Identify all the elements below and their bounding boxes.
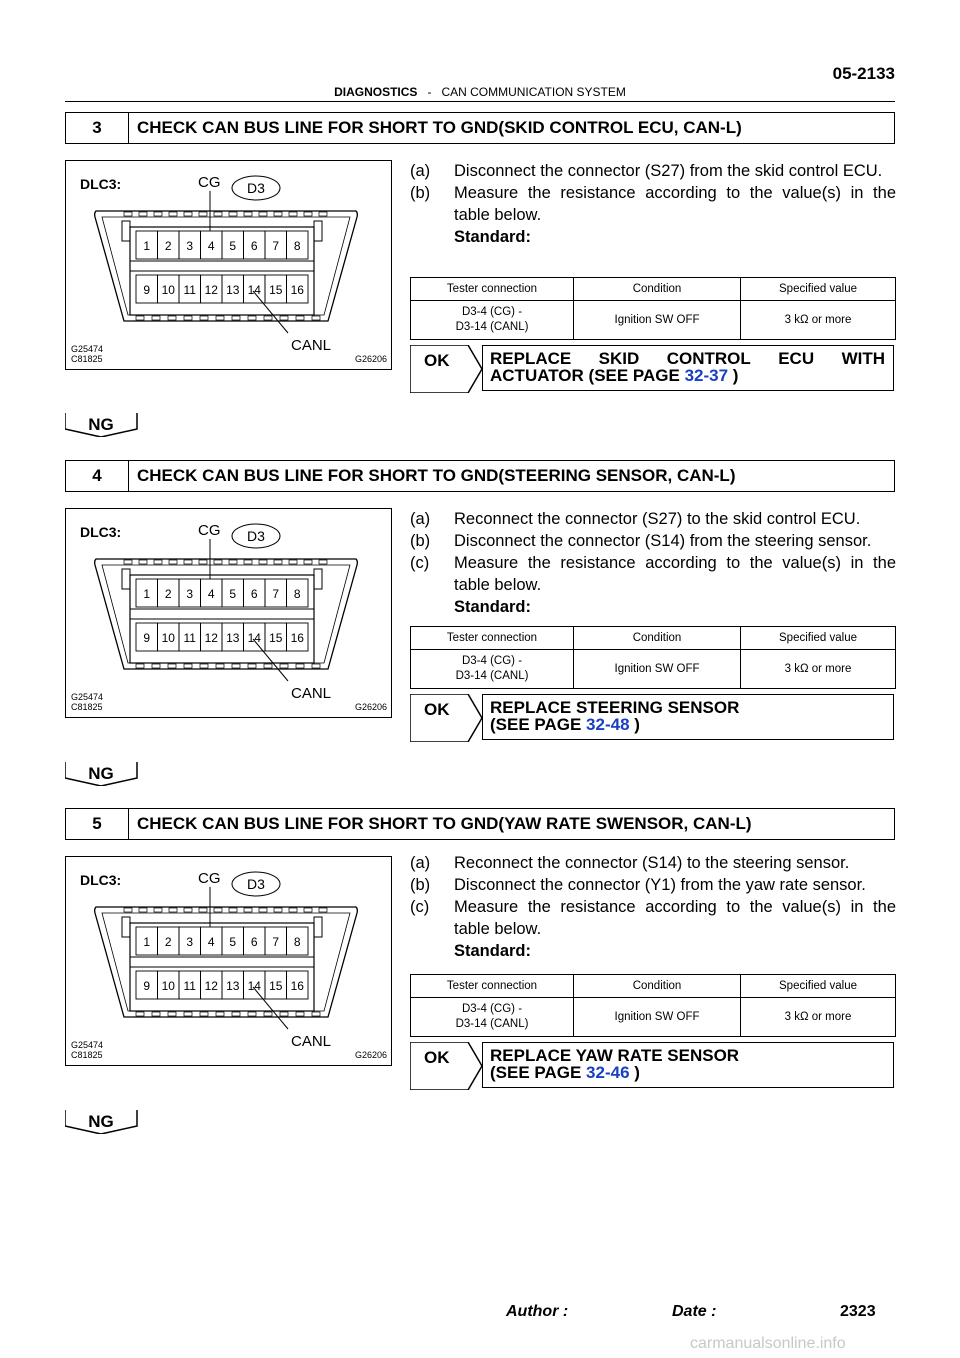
connector-rib	[232, 664, 240, 668]
connector-rib	[200, 664, 208, 668]
connector-rib	[229, 908, 237, 912]
ok-label: OK	[424, 1048, 450, 1067]
pin-label: 15	[269, 979, 283, 993]
figure-code: G26206	[354, 1050, 387, 1060]
connector-rib	[216, 1012, 224, 1016]
instruction-label: (b)	[410, 184, 431, 202]
connector-rib	[168, 316, 176, 320]
dlc3-connector-figure	[65, 508, 392, 718]
spec-table	[410, 277, 896, 340]
cell-condition: Ignition SW OFF	[574, 650, 741, 689]
pin-label: 1	[143, 935, 151, 949]
col-header-tester: Tester connection	[411, 627, 574, 650]
connector-rib	[264, 316, 272, 320]
connector-rib	[304, 560, 312, 564]
ok-result-step-5	[410, 1042, 896, 1090]
connector-rib	[244, 212, 252, 216]
pin-label: 2	[164, 239, 172, 253]
connector-rib	[152, 1012, 160, 1016]
connector-rib	[184, 1012, 192, 1016]
step-4-header	[65, 460, 895, 492]
step-3-instructions	[410, 160, 896, 248]
pin-label: 13	[226, 979, 240, 993]
col-header-tester: Tester connection	[411, 278, 574, 301]
dlc3-diagram	[66, 857, 391, 1065]
connector-rib	[229, 212, 237, 216]
pin-block-divider	[130, 609, 314, 619]
instruction-text: Disconnect the connector (Y1) from the yaw rate sensor.	[454, 876, 866, 894]
pin-label: 8	[293, 239, 301, 253]
ok-action-box: REPLACE SKID CONTROL ECU WITH ACTUATOR (SEE PAGE 32-37 )	[482, 345, 894, 391]
step-title: CHECK CAN BUS LINE FOR SHORT TO GND(YAW RATE SWENSOR, CAN-L)	[137, 814, 752, 833]
header-rule	[65, 101, 895, 102]
connector-rib	[200, 316, 208, 320]
step-5-instructions	[410, 852, 896, 962]
figure-code: C81825	[71, 354, 103, 364]
connector-rib	[312, 316, 320, 320]
connector-rib	[248, 1012, 256, 1016]
connector-rib	[184, 212, 192, 216]
connector-latch-right	[314, 569, 322, 589]
col-header-condition: Condition	[574, 627, 741, 650]
connector-rib	[274, 908, 282, 912]
connector-inner-outline	[102, 565, 350, 663]
figure-code: C81825	[71, 1050, 103, 1060]
connector-latch-right	[314, 917, 322, 937]
dlc3-diagram	[66, 509, 391, 717]
pin-label: 4	[207, 935, 215, 949]
instruction-text: Reconnect the connector (S14) to the steering sensor.	[454, 854, 850, 872]
connector-rib	[169, 560, 177, 564]
date-label: Date :	[672, 1303, 717, 1320]
figure-code: G26206	[354, 354, 387, 364]
instruction-label: (a)	[410, 510, 431, 528]
connector-rib	[296, 664, 304, 668]
connector-rib	[304, 908, 312, 912]
col-header-tester: Tester connection	[411, 975, 574, 998]
header-subsection: CAN COMMUNICATION SYSTEM	[441, 85, 626, 99]
instruction-item	[410, 874, 896, 896]
cell-tester: D3-4 (CG) - D3-14 (CANL)	[411, 998, 574, 1037]
pin-label: 6	[250, 587, 258, 601]
connector-rib	[274, 560, 282, 564]
author-label: Author :	[506, 1303, 569, 1320]
connector-rib	[136, 316, 144, 320]
connector-rib	[312, 664, 320, 668]
cell-value: 3 kΩ or more	[741, 998, 896, 1037]
figure-code: G25474	[71, 344, 104, 354]
header-section: DIAGNOSTICS	[334, 85, 418, 99]
pin-label: 15	[269, 283, 283, 297]
pin-label: 11	[183, 283, 196, 297]
step-5-header	[65, 808, 895, 840]
instruction-text: Measure the resistance according to the value(s) in the table below.	[454, 554, 896, 594]
connector-rib	[154, 560, 162, 564]
pin-label: 9	[143, 631, 151, 645]
connector-rib	[152, 316, 160, 320]
instruction-item	[410, 852, 896, 874]
header-separator: -	[427, 85, 432, 99]
instruction-text: Measure the resistance according to the value(s) in the table below.	[454, 184, 896, 224]
ng-label: NG	[88, 764, 114, 783]
watermark: carmanualsonline.info	[690, 1335, 846, 1352]
connector-rib	[274, 212, 282, 216]
col-header-condition: Condition	[574, 975, 741, 998]
connector-rib	[168, 664, 176, 668]
pin-label: 2	[164, 587, 172, 601]
standard-label: Standard:	[454, 598, 532, 616]
connector-rib	[199, 212, 207, 216]
connector-rib	[124, 908, 132, 912]
pin-label: 13	[226, 283, 240, 297]
connector-rib	[200, 1012, 208, 1016]
connector-rib	[152, 664, 160, 668]
pin-label: 7	[272, 239, 280, 253]
figure-code: G26206	[354, 702, 387, 712]
pin-label: 3	[186, 239, 194, 253]
connector-latch-left	[122, 569, 130, 589]
spec-table	[410, 974, 896, 1037]
footer-page-number: 2323	[840, 1303, 876, 1320]
pin-label: 10	[161, 979, 175, 993]
instruction-label: (b)	[410, 876, 431, 894]
pin-label: 15	[269, 631, 283, 645]
pin-label: 11	[183, 979, 196, 993]
pin-block-divider	[130, 957, 314, 967]
connector-rib	[214, 212, 222, 216]
pin-label: 9	[143, 283, 151, 297]
instruction-label: (a)	[410, 162, 431, 180]
connector-rib	[136, 664, 144, 668]
pin-label: 6	[250, 935, 258, 949]
pin-label: 5	[229, 239, 237, 253]
pin-label: 5	[229, 935, 237, 949]
step-number: 4	[66, 461, 129, 491]
pin-label: 7	[272, 587, 280, 601]
cell-value: 3 kΩ or more	[741, 650, 896, 689]
connector-rib	[232, 316, 240, 320]
connector-rib	[296, 1012, 304, 1016]
connector-rib	[184, 664, 192, 668]
figure-code: G25474	[71, 692, 104, 702]
pin-label: 16	[290, 631, 304, 645]
connector-rib	[214, 908, 222, 912]
connector-rib	[214, 560, 222, 564]
pin-label: 5	[229, 587, 237, 601]
connector-rib	[319, 908, 327, 912]
instruction-item	[410, 896, 896, 940]
dlc3-connector-figure	[65, 856, 392, 1066]
cg-label: CG	[198, 870, 221, 887]
instruction-item	[410, 530, 896, 552]
pin-label: 6	[250, 239, 258, 253]
connector-rib	[319, 560, 327, 564]
pin-label: 3	[186, 587, 194, 601]
instruction-label: (c)	[410, 554, 430, 572]
cg-label: CG	[198, 174, 221, 191]
ng-result-step-5	[65, 1110, 145, 1134]
d3-label: D3	[247, 180, 265, 196]
page-code: 05-2133	[832, 64, 895, 83]
page-link[interactable]: 32-48	[586, 715, 630, 734]
connector-rib	[139, 908, 147, 912]
dlc3-label: DLC3:	[80, 176, 122, 192]
connector-rib	[296, 316, 304, 320]
ok-result-step-3	[410, 345, 896, 393]
canl-leader	[253, 639, 288, 681]
ng-label: NG	[88, 415, 114, 434]
dlc3-label: DLC3:	[80, 872, 122, 888]
step-title: CHECK CAN BUS LINE FOR SHORT TO GND(SKID CONTROL ECU, CAN-L)	[137, 118, 742, 137]
d3-label: D3	[247, 876, 265, 892]
step-4-instructions	[410, 508, 896, 618]
figure-code: G25474	[71, 1040, 104, 1050]
ok-result-step-4	[410, 694, 896, 742]
connector-rib	[184, 316, 192, 320]
col-header-condition: Condition	[574, 278, 741, 301]
connector-rib	[169, 212, 177, 216]
connector-rib	[248, 316, 256, 320]
connector-rib	[229, 560, 237, 564]
col-header-value: Specified value	[741, 278, 896, 301]
ok-action-box: REPLACE YAW RATE SENSOR (SEE PAGE 32-46 )	[482, 1042, 894, 1088]
dlc3-diagram	[66, 161, 391, 369]
pin-label: 16	[290, 979, 304, 993]
instruction-item	[410, 160, 896, 182]
pin-label: 10	[161, 631, 175, 645]
col-header-value: Specified value	[741, 975, 896, 998]
pin-label: 3	[186, 935, 194, 949]
spec-table	[410, 626, 896, 689]
cg-label: CG	[198, 522, 221, 539]
ok-action-box: REPLACE STEERING SENSOR (SEE PAGE 32-48 )	[482, 694, 894, 740]
connector-rib	[184, 908, 192, 912]
instruction-label: (b)	[410, 532, 431, 550]
cell-tester: D3-4 (CG) - D3-14 (CANL)	[411, 301, 574, 340]
connector-rib	[264, 1012, 272, 1016]
instruction-label: (c)	[410, 898, 430, 916]
instruction-label: (a)	[410, 854, 431, 872]
connector-rib	[154, 212, 162, 216]
cell-condition: Ignition SW OFF	[574, 301, 741, 340]
connector-rib	[139, 560, 147, 564]
connector-rib	[124, 212, 132, 216]
pin-label: 14	[247, 979, 261, 993]
connector-rib	[184, 560, 192, 564]
connector-rib	[280, 316, 288, 320]
connector-rib	[259, 908, 267, 912]
table-row	[411, 301, 896, 340]
connector-rib	[264, 664, 272, 668]
standard-label: Standard:	[454, 942, 532, 960]
connector-rib	[244, 560, 252, 564]
page-link[interactable]: 32-37	[684, 366, 729, 385]
connector-rib	[244, 908, 252, 912]
running-header	[65, 85, 895, 99]
pin-label: 2	[164, 935, 172, 949]
canl-leader	[253, 987, 288, 1029]
canl-label: CANL	[291, 1033, 332, 1050]
connector-rib	[216, 664, 224, 668]
pin-label: 9	[143, 979, 151, 993]
pin-label: 12	[204, 631, 218, 645]
connector-rib	[169, 908, 177, 912]
pin-label: 8	[293, 587, 301, 601]
connector-latch-left	[122, 221, 130, 241]
connector-inner-outline	[102, 913, 350, 1011]
connector-rib	[168, 1012, 176, 1016]
pin-label: 1	[143, 587, 151, 601]
connector-rib	[259, 560, 267, 564]
instruction-text: Reconnect the connector (S27) to the skid control ECU.	[454, 510, 861, 528]
cell-condition: Ignition SW OFF	[574, 998, 741, 1037]
canl-label: CANL	[291, 337, 332, 354]
pin-block-divider	[130, 261, 314, 271]
step-number: 5	[66, 809, 129, 839]
connector-rib	[289, 212, 297, 216]
connector-rib	[289, 560, 297, 564]
connector-rib	[289, 908, 297, 912]
instruction-text: Measure the resistance according to the value(s) in the table below.	[454, 898, 896, 938]
step-title: CHECK CAN BUS LINE FOR SHORT TO GND(STEERING SENSOR, CAN-L)	[137, 466, 736, 485]
connector-rib	[139, 212, 147, 216]
step-3-header	[65, 112, 895, 144]
connector-rib	[199, 908, 207, 912]
cell-value: 3 kΩ or more	[741, 301, 896, 340]
table-row	[411, 650, 896, 689]
connector-rib	[216, 316, 224, 320]
ng-result-step-3	[65, 413, 145, 437]
pin-label: 4	[207, 239, 215, 253]
figure-code: C81825	[71, 702, 103, 712]
pin-label: 10	[161, 283, 175, 297]
pin-label: 7	[272, 935, 280, 949]
pin-label: 16	[290, 283, 304, 297]
instruction-text: Disconnect the connector (S27) from the skid control ECU.	[454, 162, 883, 180]
page-link[interactable]: 32-46	[586, 1063, 630, 1082]
pin-label: 13	[226, 631, 240, 645]
connector-rib	[304, 212, 312, 216]
pin-label: 4	[207, 587, 215, 601]
pin-label: 8	[293, 935, 301, 949]
dlc3-label: DLC3:	[80, 524, 122, 540]
pin-label: 12	[204, 283, 218, 297]
instruction-item	[410, 508, 896, 530]
ng-result-step-4	[65, 762, 145, 786]
pin-label: 11	[183, 631, 196, 645]
col-header-value: Specified value	[741, 627, 896, 650]
connector-rib	[248, 664, 256, 668]
connector-latch-right	[314, 221, 322, 241]
instruction-item	[410, 182, 896, 226]
cell-tester: D3-4 (CG) - D3-14 (CANL)	[411, 650, 574, 689]
connector-latch-left	[122, 917, 130, 937]
connector-rib	[280, 1012, 288, 1016]
connector-rib	[232, 1012, 240, 1016]
ok-label: OK	[424, 351, 450, 370]
connector-rib	[199, 560, 207, 564]
standard-label: Standard:	[454, 228, 532, 246]
pin-label: 1	[143, 239, 151, 253]
table-row	[411, 998, 896, 1037]
step-number: 3	[66, 113, 129, 143]
canl-label: CANL	[291, 685, 332, 702]
connector-rib	[280, 664, 288, 668]
connector-rib	[124, 560, 132, 564]
ok-label: OK	[424, 700, 450, 719]
ng-label: NG	[88, 1112, 114, 1131]
connector-inner-outline	[102, 217, 350, 315]
connector-rib	[136, 1012, 144, 1016]
pin-label: 14	[247, 631, 261, 645]
instruction-item	[410, 552, 896, 596]
dlc3-connector-figure	[65, 160, 392, 370]
instruction-text: Disconnect the connector (S14) from the steering sensor.	[454, 532, 872, 550]
connector-rib	[259, 212, 267, 216]
pin-label: 14	[247, 283, 261, 297]
connector-rib	[154, 908, 162, 912]
connector-rib	[319, 212, 327, 216]
connector-rib	[312, 1012, 320, 1016]
pin-label: 12	[204, 979, 218, 993]
d3-label: D3	[247, 528, 265, 544]
canl-leader	[253, 291, 288, 333]
